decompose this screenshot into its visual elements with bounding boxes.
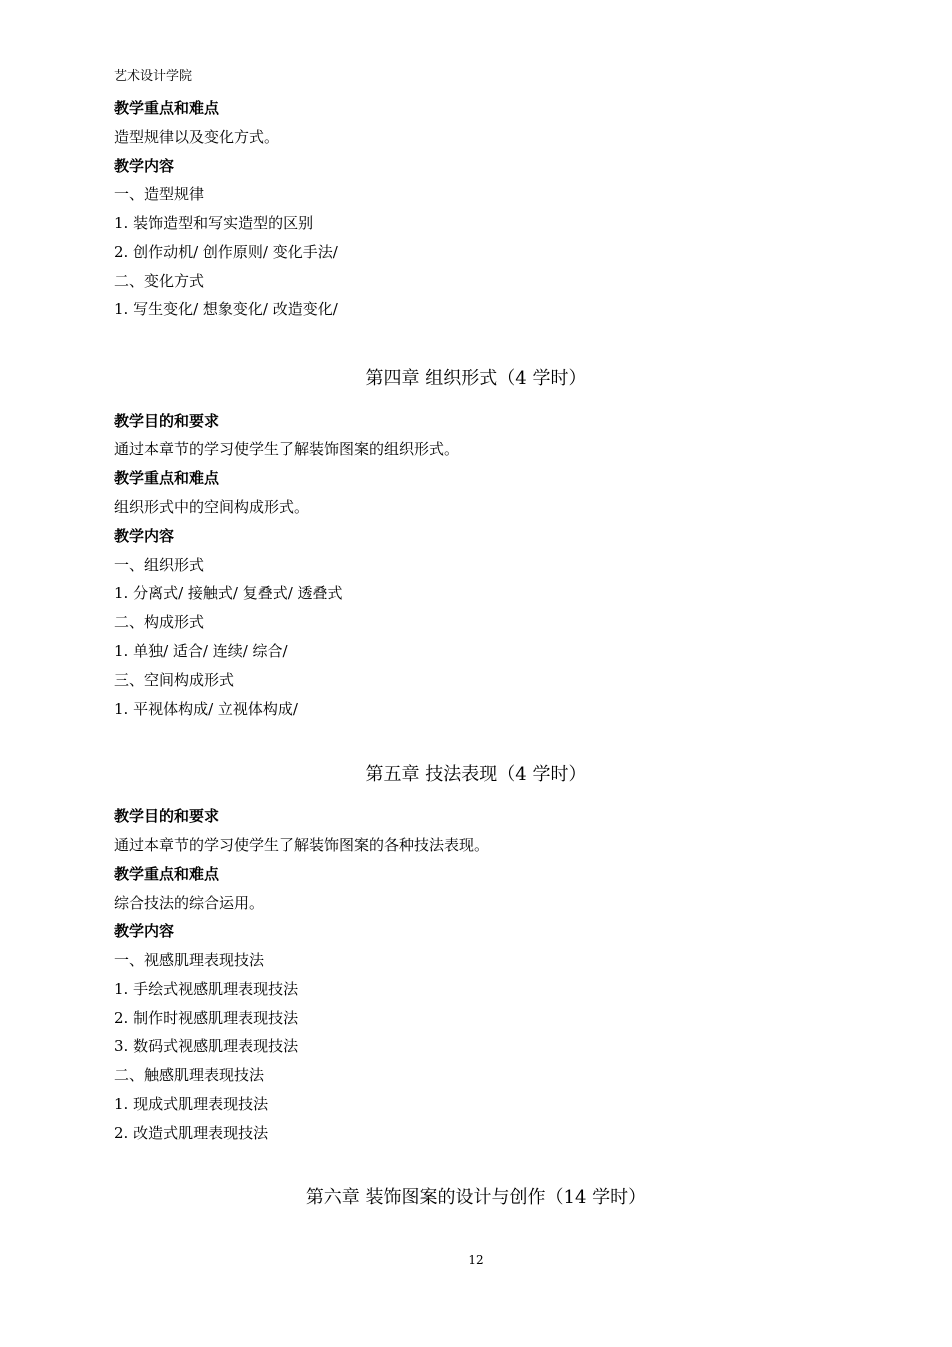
ch4-content-item: 1. 分离式/ 接触式/ 复叠式/ 透叠式 xyxy=(114,584,343,602)
ch4-content-item: 1. 平视体构成/ 立视体构成/ xyxy=(114,700,298,718)
ch5-content-item: 1. 现成式肌理表现技法 xyxy=(114,1095,269,1113)
ch4-heading-goals: 教学目的和要求 xyxy=(114,412,220,430)
ch3-content-item: 1. 写生变化/ 想象变化/ 改造变化/ xyxy=(114,300,338,318)
ch5-heading-key-points: 教学重点和难点 xyxy=(114,865,220,883)
header-school: 艺术设计学院 xyxy=(114,69,193,84)
ch5-heading-content: 教学内容 xyxy=(114,922,175,940)
ch3-heading-content: 教学内容 xyxy=(114,157,175,175)
ch4-goals: 通过本章节的学习使学生了解装饰图案的组织形式。 xyxy=(114,440,460,458)
ch5-key-points: 综合技法的综合运用。 xyxy=(114,894,265,912)
ch5-content-item: 3. 数码式视感肌理表现技法 xyxy=(114,1037,299,1055)
ch3-content-item: 2. 创作动机/ 创作原则/ 变化手法/ xyxy=(114,243,338,261)
ch3-content-item: 1. 装饰造型和写实造型的区别 xyxy=(114,214,314,232)
ch4-content-item: 1. 单独/ 适合/ 连续/ 综合/ xyxy=(114,642,288,660)
ch5-goals: 通过本章节的学习使学生了解装饰图案的各种技法表现。 xyxy=(114,836,490,854)
ch3-heading-key-points: 教学重点和难点 xyxy=(114,99,220,117)
ch5-heading-goals: 教学目的和要求 xyxy=(114,807,220,825)
ch5-content-item: 1. 手绘式视感肌理表现技法 xyxy=(114,980,299,998)
page-number: 12 xyxy=(468,1253,484,1267)
ch3-content-item: 二、变化方式 xyxy=(114,272,205,290)
ch5-content-item: 2. 制作时视感肌理表现技法 xyxy=(114,1009,299,1027)
ch4-content-item: 二、构成形式 xyxy=(114,613,205,631)
ch5-content-item: 一、视感肌理表现技法 xyxy=(114,951,265,969)
ch3-content-item: 一、造型规律 xyxy=(114,185,205,203)
chapter-5-title: 第五章 技法表现（4 学时） xyxy=(365,764,587,785)
ch4-content-item: 一、组织形式 xyxy=(114,556,205,574)
ch5-content-item: 2. 改造式肌理表现技法 xyxy=(114,1124,269,1142)
ch4-key-points: 组织形式中的空间构成形式。 xyxy=(114,498,310,516)
chapter-6-title: 第六章 装饰图案的设计与创作（14 学时） xyxy=(305,1187,647,1208)
ch3-key-points: 造型规律以及变化方式。 xyxy=(114,128,280,146)
ch4-content-item: 三、空间构成形式 xyxy=(114,671,235,689)
ch5-content-item: 二、触感肌理表现技法 xyxy=(114,1066,265,1084)
ch4-heading-key-points: 教学重点和难点 xyxy=(114,469,220,487)
chapter-4-title: 第四章 组织形式（4 学时） xyxy=(365,368,587,389)
ch4-heading-content: 教学内容 xyxy=(114,527,175,545)
